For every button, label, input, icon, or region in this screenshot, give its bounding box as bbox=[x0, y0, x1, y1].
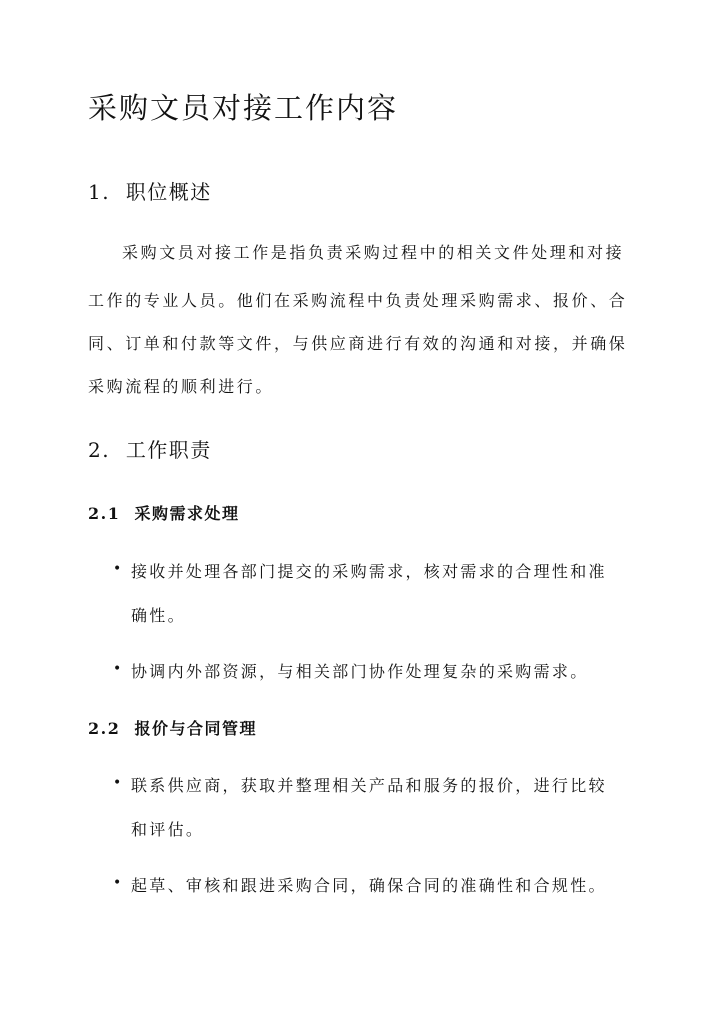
subsection-title: 报价与合同管理 bbox=[134, 719, 257, 738]
list-item-line: 和评估。 bbox=[131, 820, 205, 839]
bullet-icon: • bbox=[113, 875, 122, 891]
subsection-heading-quotes bbox=[88, 716, 257, 739]
section-heading-overview bbox=[88, 176, 212, 205]
list-item-line: 起草、审核和跟进采购合同，确保合同的准确性和合规性。 bbox=[131, 876, 607, 895]
section-number: 1. bbox=[88, 180, 111, 204]
section-heading-duties bbox=[88, 434, 212, 463]
paragraph-line: 同、订单和付款等文件，与供应商进行有效的沟通和对接，并确保 bbox=[88, 334, 628, 353]
paragraph-line: 工作的专业人员。他们在采购流程中负责处理采购需求、报价、合 bbox=[88, 291, 628, 310]
subsection-number: 2.2 bbox=[88, 719, 121, 738]
subsection-title: 采购需求处理 bbox=[134, 504, 240, 523]
list-item-line: 协调内外部资源，与相关部门协作处理复杂的采购需求。 bbox=[131, 662, 589, 681]
subsection-heading-demand bbox=[88, 501, 240, 524]
list-item-line: 联系供应商，获取并整理相关产品和服务的报价，进行比较 bbox=[131, 776, 607, 795]
list-item-line: 确性。 bbox=[131, 606, 186, 625]
section-title: 职位概述 bbox=[125, 180, 212, 204]
paragraph-line: 采购文员对接工作是指负责采购过程中的相关文件处理和对接 bbox=[122, 243, 625, 262]
bullet-icon: • bbox=[113, 561, 122, 577]
bullet-icon: • bbox=[113, 775, 122, 791]
page-title: 采购文员对接工作内容 bbox=[88, 91, 399, 125]
paragraph-line: 采购流程的顺利进行。 bbox=[88, 377, 275, 396]
subsection-number: 2.1 bbox=[88, 504, 121, 523]
list-item-line: 接收并处理各部门提交的采购需求，核对需求的合理性和准 bbox=[131, 562, 607, 581]
section-number: 2. bbox=[88, 438, 111, 462]
section-title: 工作职责 bbox=[125, 438, 212, 462]
bullet-icon: • bbox=[113, 661, 122, 677]
